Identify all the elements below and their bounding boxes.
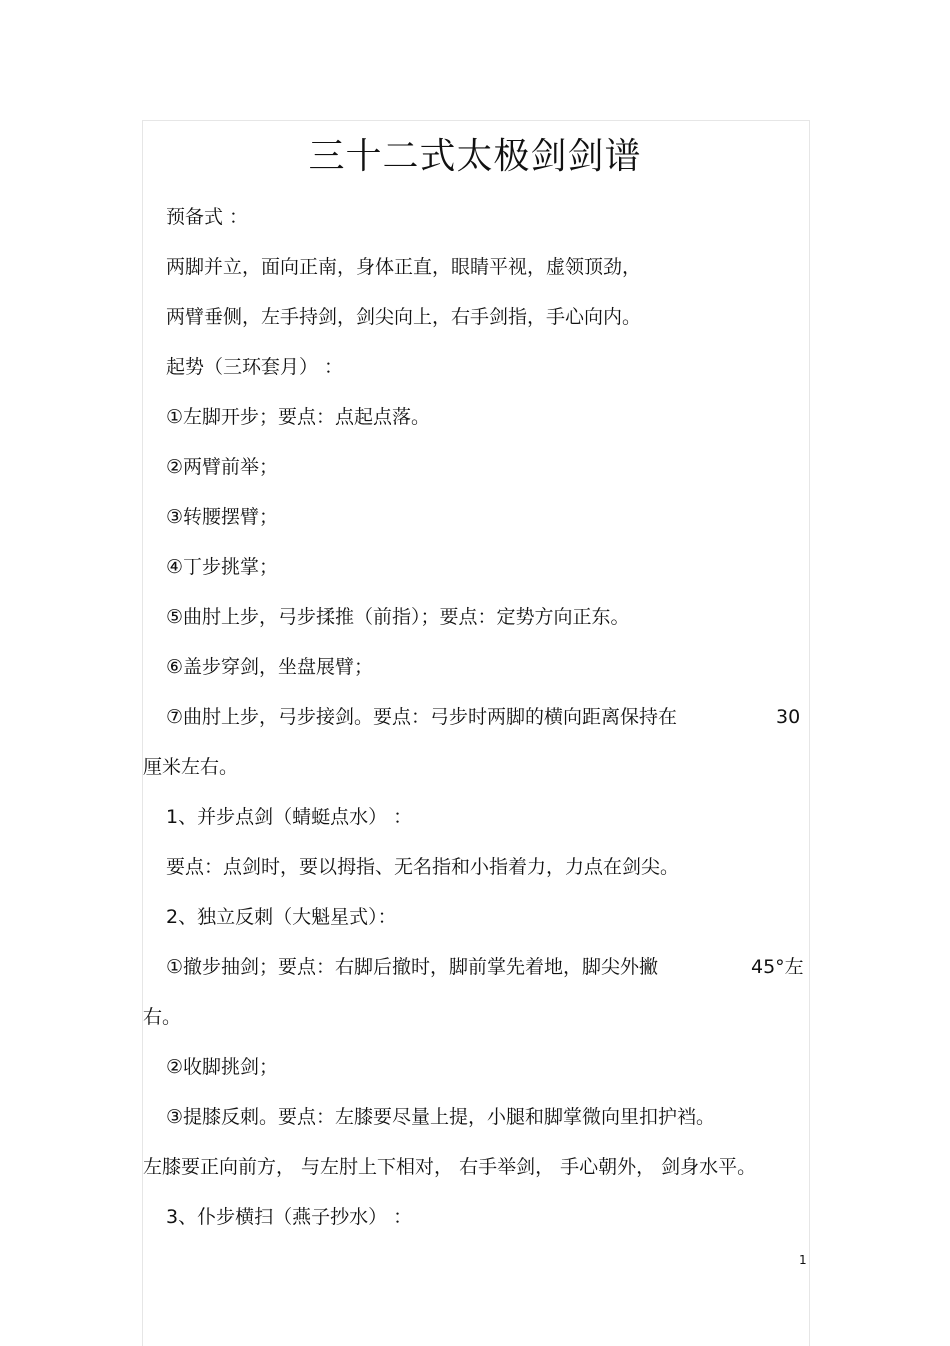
text-line: ①左脚开步；要点：点起点落。 [166,406,431,428]
text-line: 厘米左右。 [143,756,239,778]
text-line: ⑥盖步穿剑，坐盘展臂； [166,656,374,678]
text-line: 要点：点剑时，要以拇指、无名指和小指着力，力点在剑尖。 [166,856,680,878]
text-line: 左膝要正向前方， 与左肘上下相对， 右手举剑， 手心朝外， 剑身水平。 [143,1156,757,1178]
text-line: 右。 [143,1006,182,1028]
text-line: 起势（三环套月） ： [166,356,344,378]
measurement-value: 30 [776,706,801,728]
text-line: 2、独立反刺（大魁星式）： [166,906,397,928]
text-line: 预备式 ： [166,206,249,228]
text-line: ③提膝反刺。要点：左膝要尽量上提，小腿和脚掌微向里扣护裆。 [166,1106,716,1128]
text-line: 两脚并立，面向正南，身体正直，眼睛平视，虚领顶劲， [166,256,642,278]
text-line: ③转腰摆臂； [166,506,279,528]
page-number: 1 [799,1253,807,1267]
text-line: 3、仆步横扫（燕子抄水） ： [166,1206,413,1228]
text-line: ④丁步挑掌； [166,556,279,578]
text-line: ⑦曲肘上步，弓步接剑。要点：弓步时两脚的横向距离保持在 [166,706,678,728]
text-line: ②两臂前举； [166,456,279,478]
text-line: 1、并步点剑（蜻蜓点水） ： [166,806,413,828]
document-title: 三十二式太极剑剑谱 [308,136,642,177]
text-line: ①撤步抽剑；要点：右脚后撤时，脚前掌先着地，脚尖外撇 [166,956,659,978]
text-line: 两臂垂侧，左手持剑，剑尖向上，右手剑指，手心向内。 [166,306,642,328]
text-line: ⑤曲肘上步，弓步揉推（前指）；要点：定势方向正东。 [166,606,630,628]
measurement-value: 45°左 [751,956,804,978]
text-line: ②收脚挑剑； [166,1056,279,1078]
